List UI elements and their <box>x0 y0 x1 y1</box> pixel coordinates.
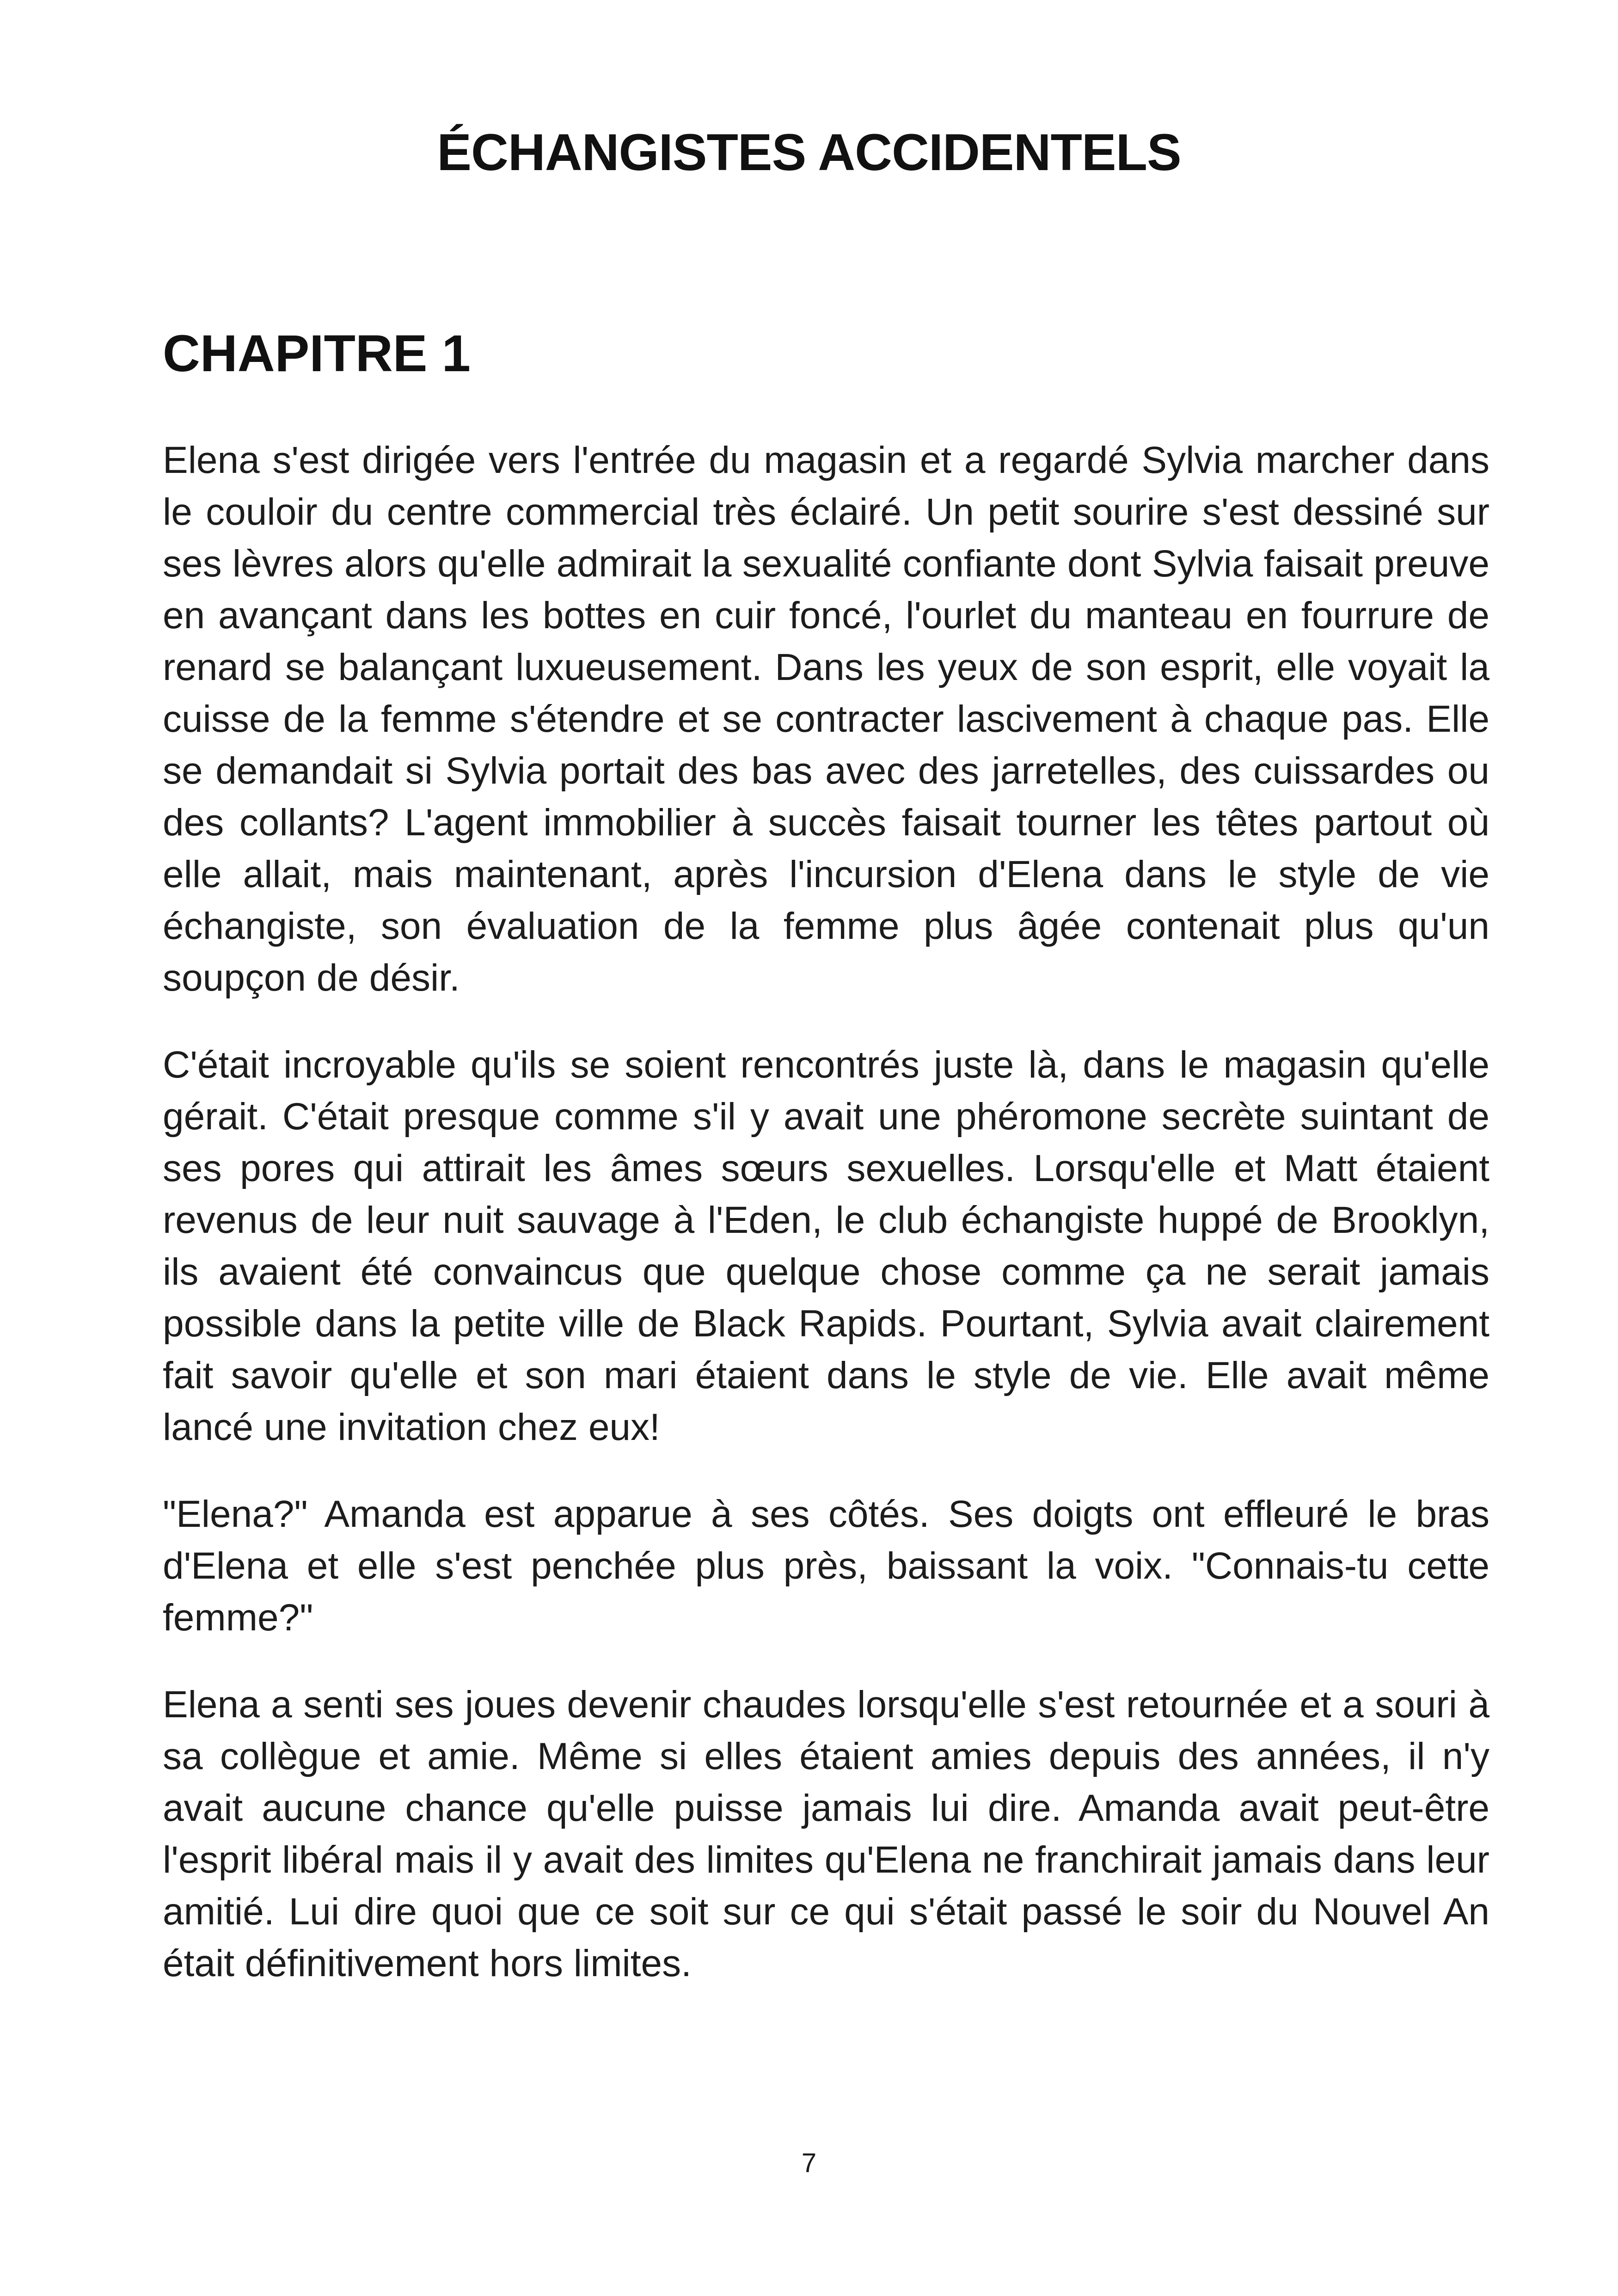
paragraph: Elena a senti ses joues devenir chaudes lorsqu'elle s'est retournée et a souri à sa collègue et amie. Même si elles étaient amies depuis des années, il n'y avait aucune chance qu'elle puisse jamais lui dire. Amanda avait peut-être l'esprit libéral mais il y avait des limites qu'Elena ne franchirait jamais dans leur amitié. Lui dire quoi que ce soit sur ce qui s'était passé le soir du Nouvel An était définitivement hors limites. <box>163 1684 1489 1984</box>
body-text <box>163 435 1489 2025</box>
paragraph: Elena s'est dirigée vers l'entrée du magasin et a regardé Sylvia marcher dans le couloir du centre commercial très éclairé. Un petit sourire s'est dessiné sur ses lèvres alors qu'elle admirait la sexualité confiante dont Sylvia faisait preuve en avançant dans les bottes en cuir foncé, l'ourlet du manteau en fourrure de renard se balançant luxueusement. Dans les yeux de son esprit, elle voyait la cuisse de la femme s'étendre et se contracter lascivement à chaque pas. Elle se demandait si Sylvia portait des bas avec des jarretelles, des cuissardes ou des collants? L'agent immobilier à succès faisait tourner les têtes partout où elle allait, mais maintenant, après l'incursion d'Elena dans le style de vie échangiste, son évaluation de la femme plus âgée contenait plus qu'un soupçon de désir. <box>163 439 1489 999</box>
book-title: ÉCHANGISTES ACCIDENTELS <box>437 123 1181 181</box>
paragraph: C'était incroyable qu'ils se soient rencontrés juste là, dans le magasin qu'elle gérait. C'était presque comme s'il y avait une phéromone secrète suintant de ses pores qui attirait les âmes sœurs sexuelles. Lorsqu'elle et Matt étaient revenus de leur nuit sauvage à l'Eden, le club échangiste huppé de Brooklyn, ils avaient été convaincus que quelque chose comme ça ne serait jamais possible dans la petite ville de Black Rapids. Pourtant, Sylvia avait clairement fait savoir qu'elle et son mari étaient dans le style de vie. Elle avait même lancé une invitation chez eux! <box>163 1044 1489 1448</box>
paragraph: "Elena?" Amanda est apparue à ses côtés. Ses doigts ont effleuré le bras d'Elena et elle s'est penchée plus près, baissant la voix. "Connais-tu cette femme?" <box>163 1493 1489 1639</box>
page-number: 7 <box>801 2148 817 2178</box>
chapter-title: CHAPITRE 1 <box>163 325 471 382</box>
